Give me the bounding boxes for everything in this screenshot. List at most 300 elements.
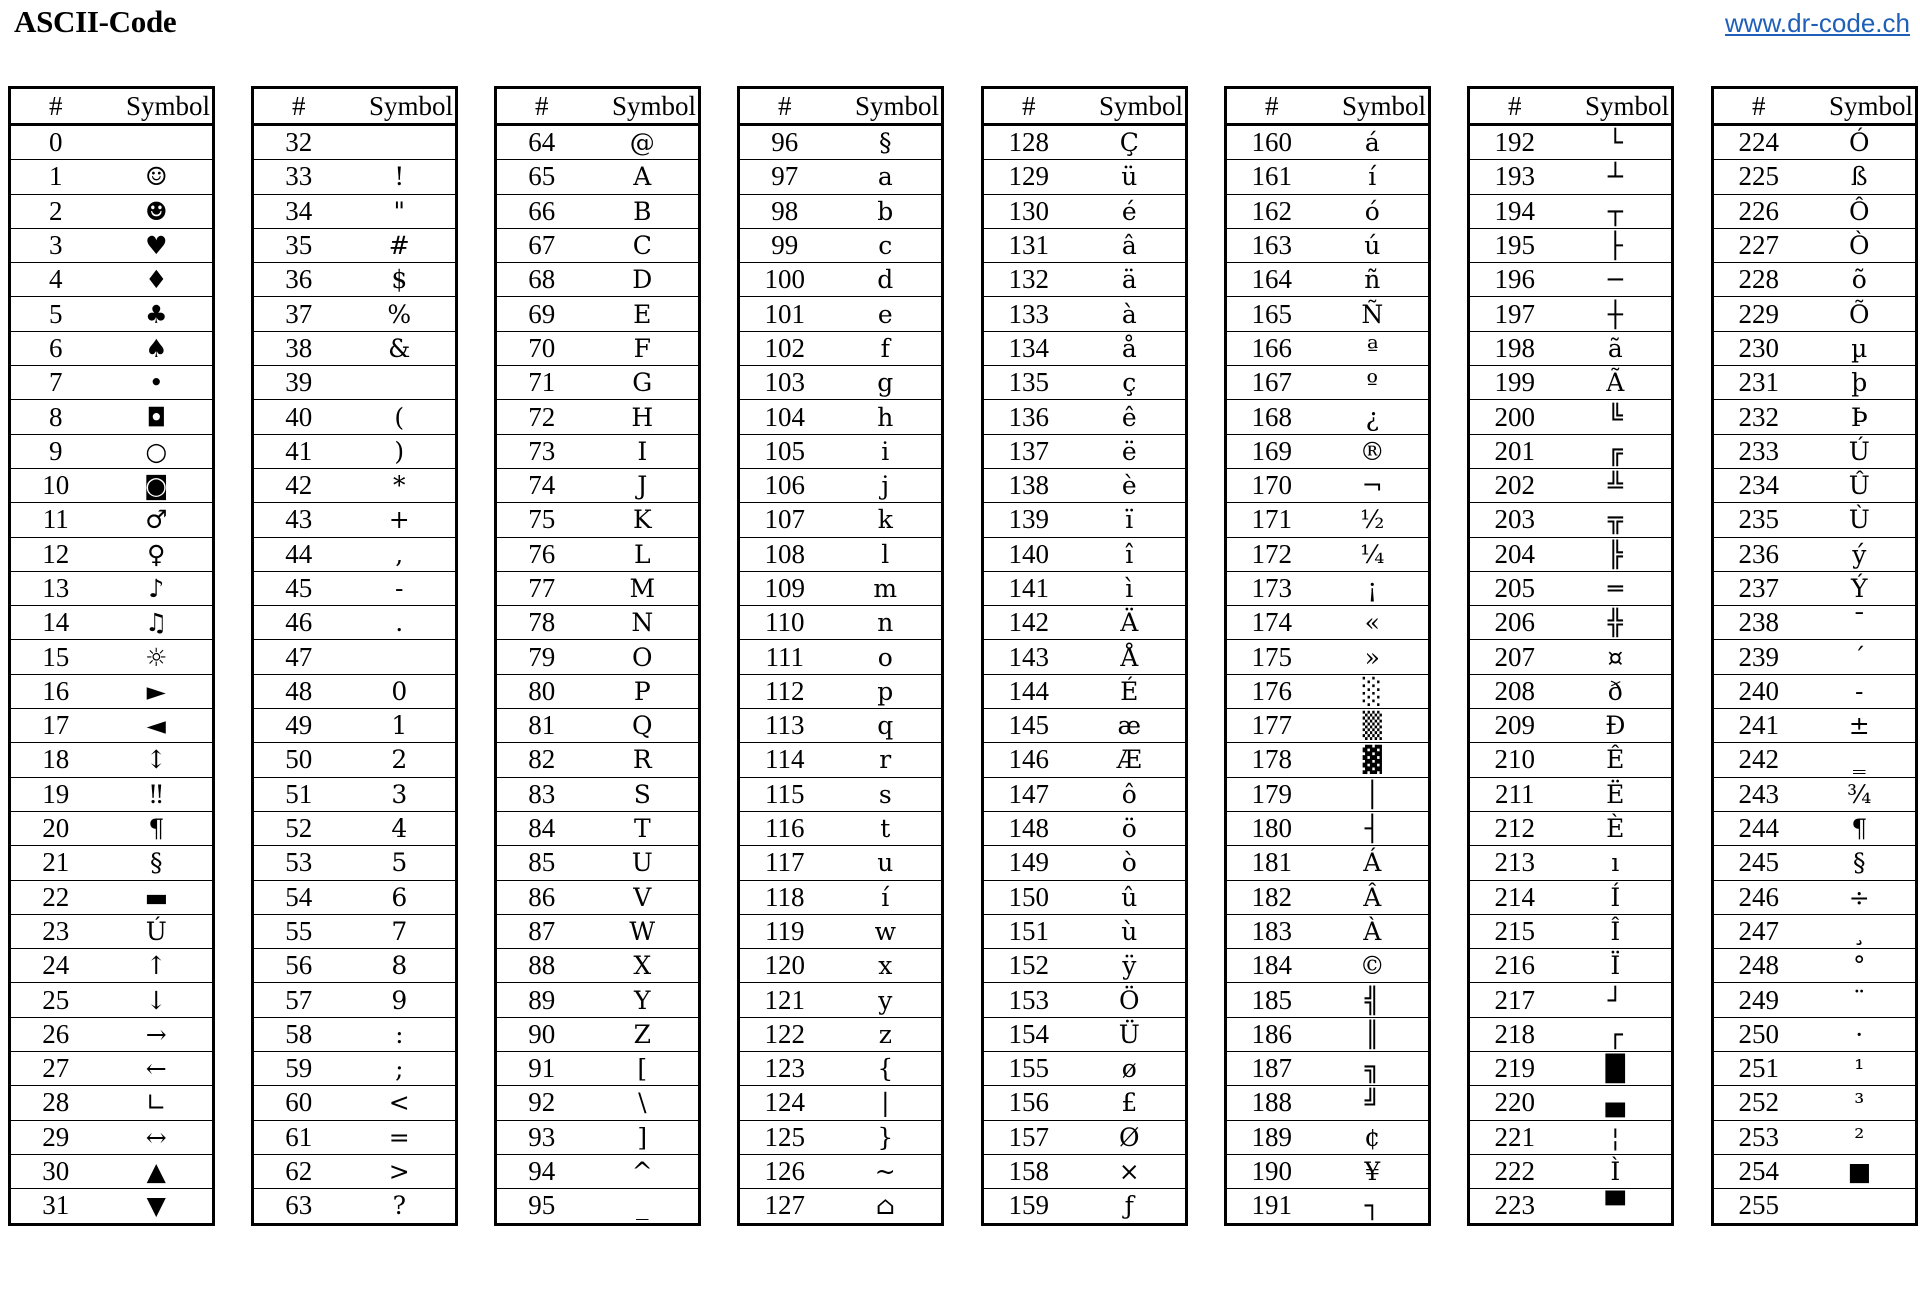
code-number: 136 xyxy=(983,400,1074,434)
code-number: 129 xyxy=(983,160,1074,194)
code-number: 149 xyxy=(983,846,1074,880)
code-symbol: 2 xyxy=(344,743,457,777)
code-number: 128 xyxy=(983,125,1074,160)
table-row xyxy=(1713,263,1917,297)
code-symbol: î xyxy=(1074,537,1187,571)
code-number: 223 xyxy=(1469,1189,1560,1224)
code-number: 33 xyxy=(253,160,344,194)
code-number: 73 xyxy=(496,434,587,468)
code-symbol: ► xyxy=(101,674,214,708)
code-symbol: æ xyxy=(1074,709,1187,743)
code-number: 212 xyxy=(1469,811,1560,845)
code-symbol: . xyxy=(344,606,457,640)
code-number: 104 xyxy=(739,400,830,434)
code-number: 166 xyxy=(1226,331,1317,365)
code-number: 188 xyxy=(1226,1086,1317,1120)
code-symbol: ═ xyxy=(1560,571,1673,605)
code-symbol: ¶ xyxy=(1804,811,1917,845)
table-row xyxy=(10,1120,214,1154)
code-number: 221 xyxy=(1469,1120,1560,1154)
code-symbol: ☻ xyxy=(101,194,214,228)
code-number: 220 xyxy=(1469,1086,1560,1120)
code-number: 51 xyxy=(253,777,344,811)
code-symbol: Á xyxy=(1317,846,1430,880)
table-row xyxy=(1226,1120,1430,1154)
code-symbol: ı xyxy=(1560,846,1673,880)
code-symbol: } xyxy=(830,1120,943,1154)
code-symbol: º xyxy=(1317,366,1430,400)
code-symbol: · xyxy=(1804,1017,1917,1051)
code-number: 2 xyxy=(10,194,101,228)
code-number: 109 xyxy=(739,571,830,605)
table-row xyxy=(1469,160,1673,194)
code-symbol: ; xyxy=(344,1052,457,1086)
code-symbol: ╗ xyxy=(1317,1052,1430,1086)
table-row xyxy=(983,297,1187,331)
code-symbol: F xyxy=(587,331,700,365)
table-row xyxy=(253,1017,457,1051)
table-header-row xyxy=(1713,88,1917,125)
table-row xyxy=(1713,366,1917,400)
table-row xyxy=(10,331,214,365)
table-row xyxy=(1469,297,1673,331)
code-symbol: P xyxy=(587,674,700,708)
code-symbol: Ú xyxy=(1804,434,1917,468)
code-number: 177 xyxy=(1226,709,1317,743)
code-number: 171 xyxy=(1226,503,1317,537)
code-symbol: B xyxy=(587,194,700,228)
code-number: 111 xyxy=(739,640,830,674)
code-number: 241 xyxy=(1713,709,1804,743)
code-symbol: ☼ xyxy=(101,640,214,674)
code-number: 27 xyxy=(10,1052,101,1086)
table-row xyxy=(739,1154,943,1188)
table-row xyxy=(253,674,457,708)
code-symbol: @ xyxy=(587,125,700,160)
code-symbol: 7 xyxy=(344,914,457,948)
code-number: 157 xyxy=(983,1120,1074,1154)
table-header-row xyxy=(10,88,214,125)
code-symbol: ¸ xyxy=(1804,914,1917,948)
code-symbol: i xyxy=(830,434,943,468)
table-row xyxy=(1713,1189,1917,1224)
code-symbol xyxy=(344,366,457,400)
table-row xyxy=(983,640,1187,674)
code-symbol: ◙ xyxy=(101,468,214,502)
table-row xyxy=(1713,880,1917,914)
code-number: 236 xyxy=(1713,537,1804,571)
code-symbol: K xyxy=(587,503,700,537)
code-number: 217 xyxy=(1469,983,1560,1017)
code-number: 230 xyxy=(1713,331,1804,365)
code-number: 88 xyxy=(496,949,587,983)
code-number: 35 xyxy=(253,228,344,262)
table-row xyxy=(253,1120,457,1154)
code-number: 189 xyxy=(1226,1120,1317,1154)
code-symbol: t xyxy=(830,811,943,845)
table-row xyxy=(253,1189,457,1224)
table-row xyxy=(496,297,700,331)
code-number: 101 xyxy=(739,297,830,331)
column-header-number: # xyxy=(983,88,1074,125)
code-symbol: T xyxy=(587,811,700,845)
code-number: 194 xyxy=(1469,194,1560,228)
code-symbol: C xyxy=(587,228,700,262)
code-symbol: J xyxy=(587,468,700,502)
code-number: 156 xyxy=(983,1086,1074,1120)
code-number: 180 xyxy=(1226,811,1317,845)
column-header-number: # xyxy=(1713,88,1804,125)
code-symbol: Ø xyxy=(1074,1120,1187,1154)
table-row xyxy=(1226,880,1430,914)
code-number: 10 xyxy=(10,468,101,502)
table-row xyxy=(739,263,943,297)
code-symbol: ê xyxy=(1074,400,1187,434)
code-symbol: • xyxy=(101,366,214,400)
table-row xyxy=(1713,846,1917,880)
code-number: 66 xyxy=(496,194,587,228)
website-link[interactable]: www.dr-code.ch xyxy=(1725,8,1910,38)
code-symbol: | xyxy=(830,1086,943,1120)
code-symbol: Å xyxy=(1074,640,1187,674)
code-number: 59 xyxy=(253,1052,344,1086)
code-number: 28 xyxy=(10,1086,101,1120)
code-number: 135 xyxy=(983,366,1074,400)
code-symbol: % xyxy=(344,297,457,331)
code-symbol: " xyxy=(344,194,457,228)
code-number: 146 xyxy=(983,743,1074,777)
table-row xyxy=(1226,1189,1430,1224)
code-number: 219 xyxy=(1469,1052,1560,1086)
code-symbol: í xyxy=(830,880,943,914)
code-number: 83 xyxy=(496,777,587,811)
code-number: 60 xyxy=(253,1086,344,1120)
table-row xyxy=(1226,468,1430,502)
code-number: 42 xyxy=(253,468,344,502)
table-row xyxy=(1226,571,1430,605)
code-number: 215 xyxy=(1469,914,1560,948)
table-row xyxy=(983,880,1187,914)
table-row xyxy=(10,743,214,777)
table-row xyxy=(1713,297,1917,331)
table-row xyxy=(1469,743,1673,777)
code-number: 199 xyxy=(1469,366,1560,400)
code-number: 174 xyxy=(1226,606,1317,640)
table-row xyxy=(496,571,700,605)
code-number: 122 xyxy=(739,1017,830,1051)
table-row xyxy=(983,1017,1187,1051)
code-symbol: « xyxy=(1317,606,1430,640)
table-row xyxy=(10,194,214,228)
code-symbol: Î xyxy=(1560,914,1673,948)
code-number: 105 xyxy=(739,434,830,468)
code-symbol: ° xyxy=(1804,949,1917,983)
code-symbol: S xyxy=(587,777,700,811)
table-row xyxy=(496,1154,700,1188)
code-symbol: │ xyxy=(1317,777,1430,811)
code-symbol: § xyxy=(101,846,214,880)
code-symbol: Ý xyxy=(1804,571,1917,605)
code-number: 56 xyxy=(253,949,344,983)
code-number: 231 xyxy=(1713,366,1804,400)
code-symbol: ┤ xyxy=(1317,811,1430,845)
code-number: 19 xyxy=(10,777,101,811)
table-row xyxy=(983,709,1187,743)
code-symbol: ç xyxy=(1074,366,1187,400)
code-symbol: ä xyxy=(1074,263,1187,297)
ascii-table-4 xyxy=(737,86,944,1226)
code-number: 72 xyxy=(496,400,587,434)
code-symbol: \ xyxy=(587,1086,700,1120)
table-header-row xyxy=(1226,88,1430,125)
table-row xyxy=(739,846,943,880)
table-row xyxy=(253,331,457,365)
code-number: 250 xyxy=(1713,1017,1804,1051)
code-number: 181 xyxy=(1226,846,1317,880)
table-row xyxy=(10,537,214,571)
code-number: 209 xyxy=(1469,709,1560,743)
code-number: 71 xyxy=(496,366,587,400)
table-row xyxy=(496,263,700,297)
table-row xyxy=(739,811,943,845)
table-row xyxy=(253,434,457,468)
code-number: 45 xyxy=(253,571,344,605)
table-row xyxy=(983,537,1187,571)
code-symbol: ² xyxy=(1804,1120,1917,1154)
code-symbol: U xyxy=(587,846,700,880)
table-row xyxy=(496,846,700,880)
code-symbol: Í xyxy=(1560,880,1673,914)
table-row xyxy=(983,1086,1187,1120)
code-symbol: ± xyxy=(1804,709,1917,743)
code-number: 249 xyxy=(1713,983,1804,1017)
table-row xyxy=(1469,537,1673,571)
code-symbol: ↕ xyxy=(101,743,214,777)
code-symbol: õ xyxy=(1804,263,1917,297)
code-number: 151 xyxy=(983,914,1074,948)
code-symbol: > xyxy=(344,1154,457,1188)
table-row xyxy=(253,400,457,434)
code-number: 110 xyxy=(739,606,830,640)
table-row xyxy=(1713,434,1917,468)
code-number: 17 xyxy=(10,709,101,743)
table-row xyxy=(253,811,457,845)
table-row xyxy=(739,366,943,400)
code-number: 100 xyxy=(739,263,830,297)
code-symbol: ¡ xyxy=(1317,571,1430,605)
code-number: 134 xyxy=(983,331,1074,365)
code-symbol: Ú xyxy=(101,914,214,948)
table-row xyxy=(10,263,214,297)
code-number: 0 xyxy=(10,125,101,160)
table-row xyxy=(496,1017,700,1051)
code-symbol: ÷ xyxy=(1804,880,1917,914)
table-row xyxy=(739,606,943,640)
code-number: 65 xyxy=(496,160,587,194)
code-number: 131 xyxy=(983,228,1074,262)
table-row xyxy=(253,949,457,983)
code-symbol: V xyxy=(587,880,700,914)
table-row xyxy=(1226,674,1430,708)
table-row xyxy=(496,1086,700,1120)
code-symbol: ╦ xyxy=(1560,503,1673,537)
table-row xyxy=(1469,709,1673,743)
table-row xyxy=(1469,1086,1673,1120)
code-symbol: Þ xyxy=(1804,400,1917,434)
code-number: 113 xyxy=(739,709,830,743)
column-header-symbol: Symbol xyxy=(830,88,943,125)
code-symbol: ¼ xyxy=(1317,537,1430,571)
code-symbol: O xyxy=(587,640,700,674)
code-number: 52 xyxy=(253,811,344,845)
table-row xyxy=(10,468,214,502)
table-row xyxy=(1713,503,1917,537)
code-symbol: ▼ xyxy=(101,1189,214,1224)
code-number: 25 xyxy=(10,983,101,1017)
code-symbol: Â xyxy=(1317,880,1430,914)
code-symbol: u xyxy=(830,846,943,880)
code-symbol: ÿ xyxy=(1074,949,1187,983)
code-number: 185 xyxy=(1226,983,1317,1017)
code-symbol: ^ xyxy=(587,1154,700,1188)
code-number: 11 xyxy=(10,503,101,537)
code-number: 102 xyxy=(739,331,830,365)
code-number: 67 xyxy=(496,228,587,262)
code-symbol: ü xyxy=(1074,160,1187,194)
table-row xyxy=(1469,125,1673,160)
code-symbol: é xyxy=(1074,194,1187,228)
code-number: 198 xyxy=(1469,331,1560,365)
code-symbol: Ò xyxy=(1804,228,1917,262)
code-symbol: ╩ xyxy=(1560,468,1673,502)
code-number: 253 xyxy=(1713,1120,1804,1154)
code-symbol: ‗ xyxy=(1804,743,1917,777)
table-row xyxy=(253,1052,457,1086)
code-number: 58 xyxy=(253,1017,344,1051)
code-number: 107 xyxy=(739,503,830,537)
table-header-row xyxy=(496,88,700,125)
code-symbol: ┘ xyxy=(1560,983,1673,1017)
table-row xyxy=(1226,1086,1430,1120)
table-row xyxy=(739,743,943,777)
table-row xyxy=(10,228,214,262)
code-symbol: , xyxy=(344,537,457,571)
code-number: 227 xyxy=(1713,228,1804,262)
table-row xyxy=(253,194,457,228)
code-symbol: █ xyxy=(1560,1052,1673,1086)
code-number: 91 xyxy=(496,1052,587,1086)
code-symbol: § xyxy=(1804,846,1917,880)
code-number: 82 xyxy=(496,743,587,777)
code-symbol: ã xyxy=(1560,331,1673,365)
table-row xyxy=(1713,606,1917,640)
table-row xyxy=(739,674,943,708)
code-number: 237 xyxy=(1713,571,1804,605)
table-row xyxy=(983,503,1187,537)
code-symbol: ý xyxy=(1804,537,1917,571)
code-number: 192 xyxy=(1469,125,1560,160)
code-symbol: Ó xyxy=(1804,125,1917,160)
code-symbol: 1 xyxy=(344,709,457,743)
code-number: 242 xyxy=(1713,743,1804,777)
table-row xyxy=(1469,606,1673,640)
table-row xyxy=(983,914,1187,948)
table-row xyxy=(1226,743,1430,777)
code-number: 120 xyxy=(739,949,830,983)
code-number: 168 xyxy=(1226,400,1317,434)
code-number: 165 xyxy=(1226,297,1317,331)
code-number: 93 xyxy=(496,1120,587,1154)
code-symbol: À xyxy=(1317,914,1430,948)
code-symbol: ♥ xyxy=(101,228,214,262)
code-symbol: ¥ xyxy=(1317,1154,1430,1188)
code-number: 116 xyxy=(739,811,830,845)
code-symbol: ← xyxy=(101,1052,214,1086)
ascii-table-2 xyxy=(251,86,458,1226)
code-number: 80 xyxy=(496,674,587,708)
code-number: 61 xyxy=(253,1120,344,1154)
code-symbol: ò xyxy=(1074,846,1187,880)
table-row xyxy=(1226,846,1430,880)
code-symbol: ♠ xyxy=(101,331,214,365)
table-row xyxy=(983,983,1187,1017)
table-row xyxy=(1713,777,1917,811)
code-symbol: ↑ xyxy=(101,949,214,983)
code-number: 145 xyxy=(983,709,1074,743)
code-symbol: w xyxy=(830,914,943,948)
code-number: 248 xyxy=(1713,949,1804,983)
table-row xyxy=(1226,949,1430,983)
code-number: 140 xyxy=(983,537,1074,571)
code-symbol: L xyxy=(587,537,700,571)
code-symbol: * xyxy=(344,468,457,502)
code-symbol: l xyxy=(830,537,943,571)
code-number: 32 xyxy=(253,125,344,160)
table-row xyxy=(1713,571,1917,605)
table-row xyxy=(1713,709,1917,743)
code-symbol: s xyxy=(830,777,943,811)
code-number: 232 xyxy=(1713,400,1804,434)
code-number: 183 xyxy=(1226,914,1317,948)
code-symbol: ↓ xyxy=(101,983,214,1017)
table-row xyxy=(739,777,943,811)
table-row xyxy=(496,983,700,1017)
table-row xyxy=(739,160,943,194)
code-number: 143 xyxy=(983,640,1074,674)
code-symbol: ♂ xyxy=(101,503,214,537)
code-symbol: ¯ xyxy=(1804,606,1917,640)
table-row xyxy=(739,1086,943,1120)
code-number: 190 xyxy=(1226,1154,1317,1188)
code-symbol: E xyxy=(587,297,700,331)
code-symbol: & xyxy=(344,331,457,365)
ascii-table-1 xyxy=(8,86,215,1226)
code-symbol: ░ xyxy=(1317,674,1430,708)
table-row xyxy=(1226,434,1430,468)
code-number: 214 xyxy=(1469,880,1560,914)
code-number: 191 xyxy=(1226,1189,1317,1224)
code-number: 103 xyxy=(739,366,830,400)
code-number: 112 xyxy=(739,674,830,708)
code-number: 29 xyxy=(10,1120,101,1154)
code-symbol: ó xyxy=(1317,194,1430,228)
table-row xyxy=(983,1154,1187,1188)
code-number: 244 xyxy=(1713,811,1804,845)
table-row xyxy=(1226,537,1430,571)
table-row xyxy=(496,125,700,160)
code-number: 196 xyxy=(1469,263,1560,297)
code-symbol: Ç xyxy=(1074,125,1187,160)
